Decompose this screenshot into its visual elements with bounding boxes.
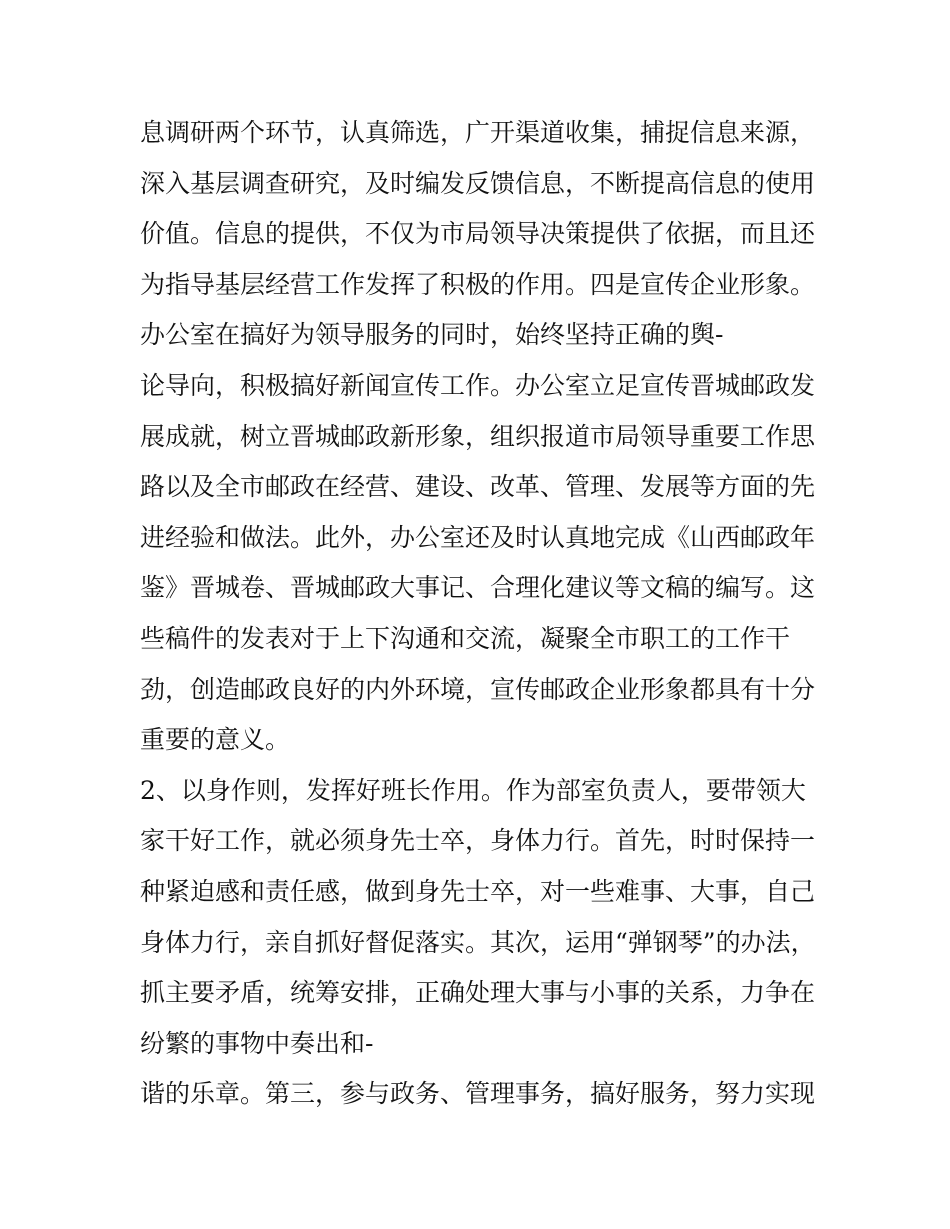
text-line: 息调研两个环节，认真筛选，广开渠道收集，捕捉信息来源， (140, 118, 816, 147)
text-line: 抓主要矛盾，统筹安排，正确处理大事与小事的关系，力争在 (140, 978, 816, 1008)
text-line: 2、以身作则，发挥好班长作用。作为部室负责人，要带领大 (140, 775, 806, 805)
body-text (140, 108, 830, 1120)
text-line: 身体力行，亲自抓好督促落实。其次，运用“弹钢琴”的办法， (140, 927, 816, 957)
text-line: 家干好工作，就必须身先士卒，身体力行。首先，时时保持一 (140, 826, 816, 856)
text-line: 办公室在搞好为领导服务的同时，始终坚持正确的舆- (140, 320, 724, 350)
text-line: 展成就，树立晋城邮政新形象，组织报道市局领导重要工作思 (140, 421, 816, 451)
text-line: 鉴》晋城卷、晋城邮政大事记、合理化建议等文稿的编写。这 (140, 573, 816, 603)
text-line: 价值。信息的提供，不仅为市局领导决策提供了依据，而且还 (140, 219, 816, 249)
text-line: 进经验和做法。此外，办公室还及时认真地完成《山西邮政年 (140, 522, 816, 552)
text-line: 谐的乐章。第三，参与政务、管理事务，搞好服务，努力实现 (140, 1079, 816, 1109)
text-line: 重要的意义。 (140, 725, 291, 755)
text-line: 劲，创造邮政良好的内外环境，宣传邮政企业形象都具有十分 (140, 674, 816, 704)
text-line: 种紧迫感和责任感，做到身先士卒，对一些难事、大事，自己 (140, 876, 816, 906)
text-line: 纷繁的事物中奏出和- (140, 1028, 374, 1058)
text-line: 些稿件的发表对于上下沟通和交流，凝聚全市职工的工作干 (140, 623, 791, 653)
text-line: 深入基层调查研究，及时编发反馈信息，不断提高信息的使用 (140, 168, 816, 198)
text-line: 论导向，积极搞好新闻宣传工作。办公室立足宣传晋城邮政发 (140, 370, 816, 400)
text-line: 为指导基层经营工作发挥了积极的作用。四是宣传企业形象。 (140, 269, 816, 299)
text-line: 路以及全市邮政在经营、建设、改革、管理、发展等方面的先 (140, 472, 816, 502)
